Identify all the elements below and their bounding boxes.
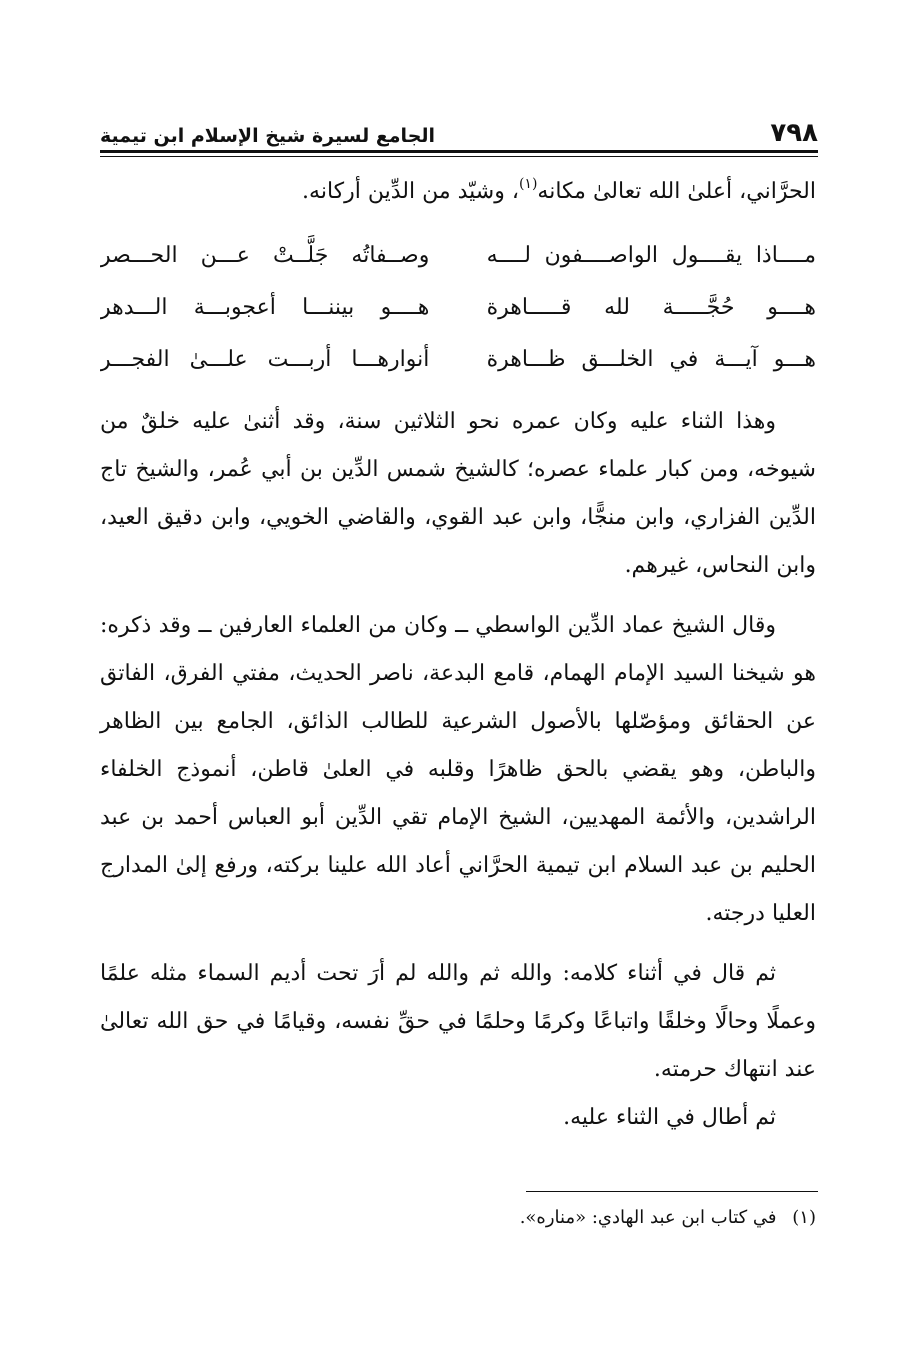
footnote-separator: [526, 1191, 818, 1192]
intro-line: [100, 168, 816, 216]
verse-first-hemistich: مــــاذا يقــــول الواصــــفون لــــه: [486, 243, 816, 268]
verse-first-hemistich: هــــو حُجَّـــــة لله قـــــاهرة: [486, 295, 816, 320]
verse-second-hemistich: وصــفاتُه جَلَّــتْ عـــن الحـــصر: [100, 243, 430, 268]
header-rule: [100, 150, 818, 153]
paragraph-wasiti-quote: وقال الشيخ عماد الدِّين الواسطي ــ وكان من العلماء العارفين ــ وقد ذكره: هو شيخنا السيد الإمام الهمام، قامع البدعة، ناصر الحديث، مفتي الفرق، الفاتق عن الحقائق ومؤصّلها بالأصول الشرعية للطالب الذائق، الجامع بين الظاهر والباطن، وهو يقضي بالحق ظاهرًا وقلبه في العلىٰ قاطن، أنموذج الخلفاء الراشدين، والأئمة المهديين، الشيخ الإمام تقي الدِّين أبو العباس أحمد بن عبد الحليم بن عبد السلام ابن تيمية الحرَّاني أعاد الله علينا بركته، ورفع إلىٰ المدارج العليا درجته.: [100, 613, 816, 926]
footnote-reference[interactable]: (١): [518, 176, 538, 192]
intro-text: الحرَّاني، أعلىٰ الله تعالىٰ مكانه: [537, 179, 816, 204]
header-rule-thin: [100, 156, 818, 157]
poem-verse: [100, 334, 816, 386]
page-number: ٧٩٨: [770, 118, 818, 148]
page-body: [100, 168, 816, 1142]
footnote-number: (١): [792, 1207, 816, 1228]
verse-second-hemistich: هــــو بيننـــا أعجوبـــة الـــدهر: [100, 295, 430, 320]
book-title: الجامع لسيرة شيخ الإسلام ابن تيمية: [100, 125, 436, 147]
verse-second-hemistich: أنوارهـــا أربـــت علـــىٰ الفجـــر: [100, 347, 430, 372]
poem-verse: [100, 230, 816, 282]
poem-verse: [100, 282, 816, 334]
running-header: [100, 108, 818, 148]
intro-text-end: ، وشيّد من الدِّين أركانه.: [302, 179, 519, 204]
verse-first-hemistich: هـــو آيـــة في الخلـــق ظـــاهرة: [486, 347, 816, 372]
paragraph-closing: ثم أطال في الثناء عليه.: [563, 1105, 776, 1130]
poem: [100, 230, 816, 386]
paragraph-praise-age: وهذا الثناء عليه وكان عمره نحو الثلاثين سنة، وقد أثنىٰ عليه خلقٌ من شيوخه، ومن كبار علماء عصره؛ كالشيخ شمس الدِّين بن أبي عُمر، والشيخ تاج الدِّين الفزاري، وابن منجًّا، وابن عبد القوي، والقاضي الخويي، وابن دقيق العيد، وابن النحاس، غيرهم.: [100, 409, 816, 578]
footnote-text: في كتاب ابن عبد الهادي: «مناره».: [519, 1207, 777, 1228]
paragraph-oath: ثم قال في أثناء كلامه: والله ثم والله لم أرَ تحت أديم السماء مثله علمًا وعملًا وحالًا وخلقًا واتباعًا وكرمًا وحلمًا في حقِّ نفسه، وقيامًا في حق الله تعالىٰ عند انتهاك حرمته.: [100, 961, 816, 1082]
footnote: [100, 1204, 816, 1232]
